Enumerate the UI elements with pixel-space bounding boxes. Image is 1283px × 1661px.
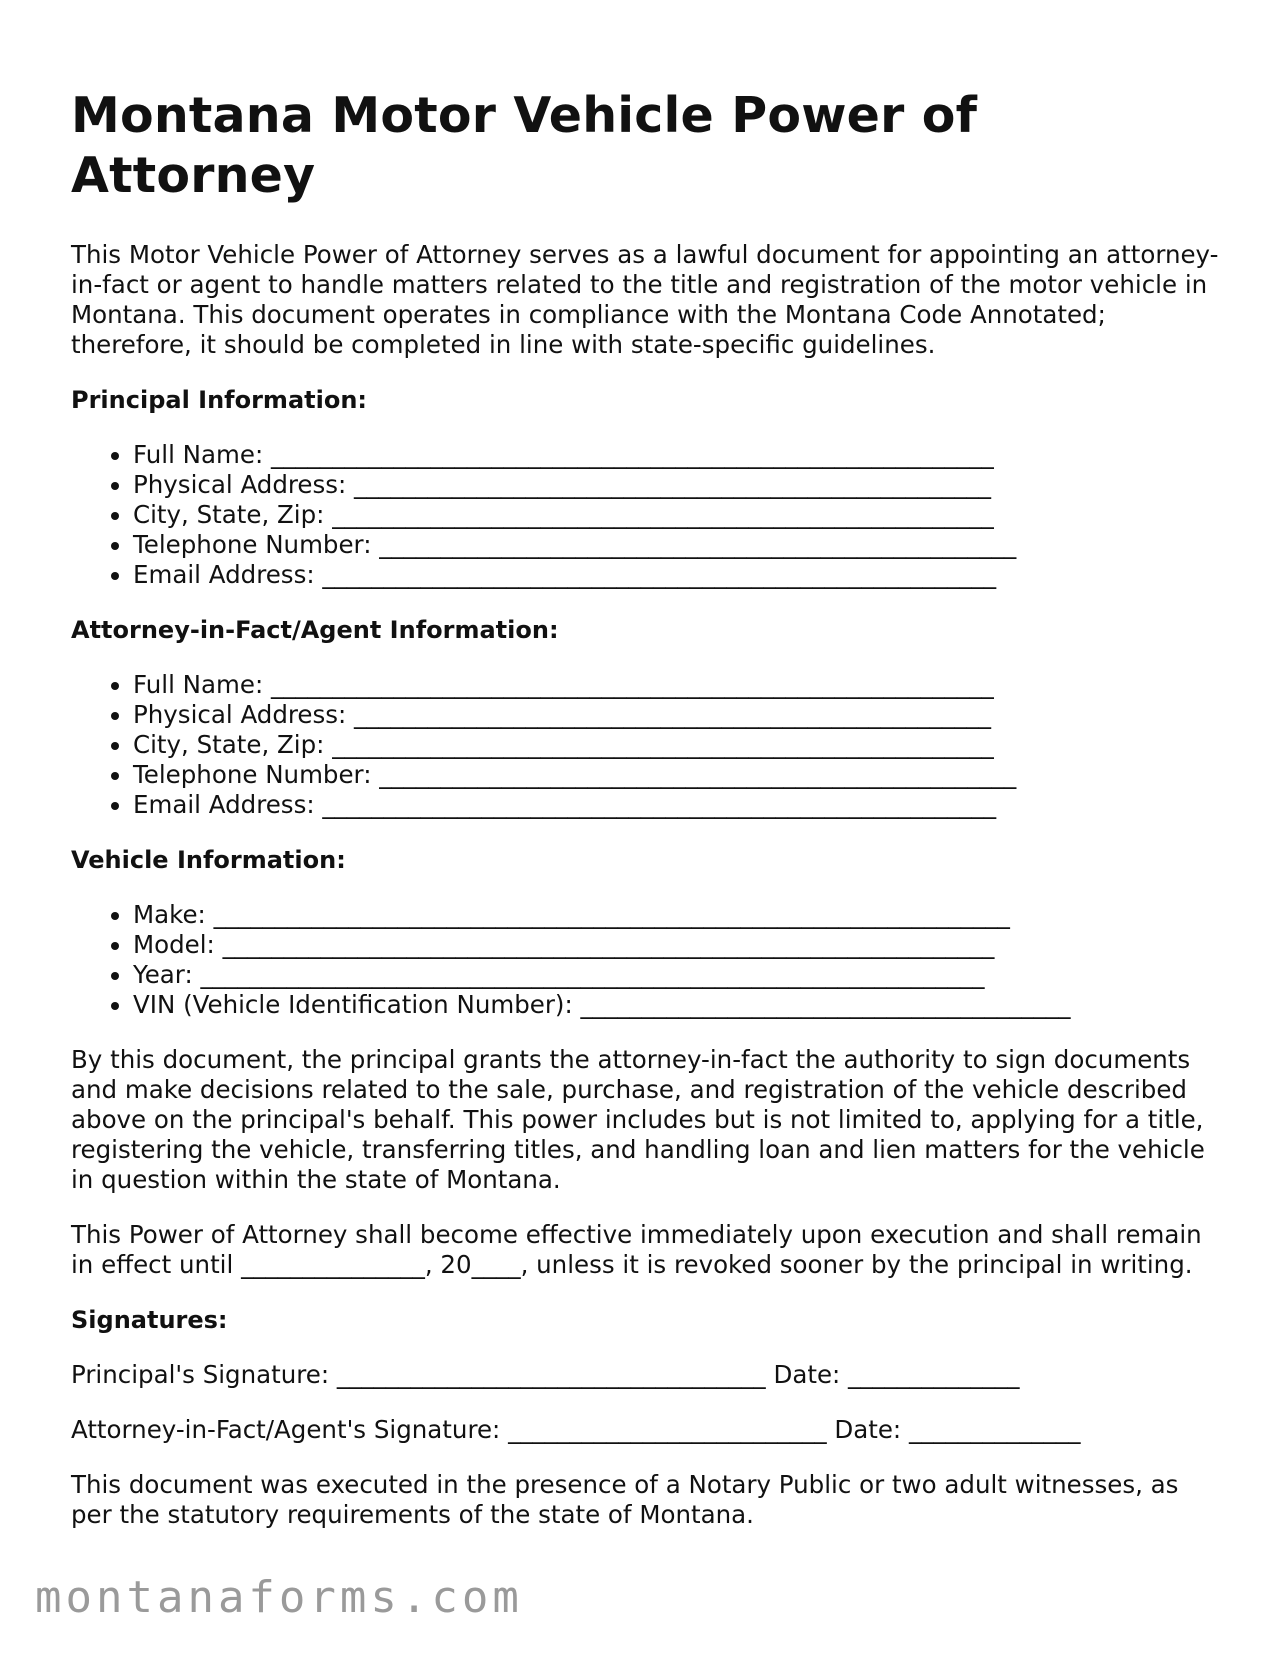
- vehicle-model-field: • Model: _______________________________________________________________: [133, 930, 1221, 960]
- document-page: [71, 86, 1221, 1530]
- agent-full-name-field: • Full Name: ___________________________________________________________: [133, 670, 1221, 700]
- principal-full-name-field: • Full Name: ___________________________________________________________: [133, 440, 1221, 470]
- signatures-heading: Signatures:: [71, 1306, 228, 1334]
- grant-paragraph: By this document, the principal grants the attorney-in-fact the authority to sign documents and make decisions related to the sale, purchase, and registration of the vehicle described above on the principal's behalf. This power includes but is not limited to, applying for a title, registering the vehicle, transferring titles, and handling loan and lien matters for the vehicle in question within the state of Montana.: [71, 1045, 1205, 1194]
- agent-signature-line: Attorney-in-Fact/Agent's Signature: __________________________ Date: ______________: [71, 1415, 1081, 1444]
- vehicle-vin-field: • VIN (Vehicle Identification Number): ________________________________________: [133, 990, 1221, 1020]
- effective-paragraph: This Power of Attorney shall become effective immediately upon execution and shall remain in effect until _______________, 20____, unless it is revoked sooner by the principal in writing.: [71, 1220, 1202, 1279]
- agent-city-state-zip-field: • City, State, Zip: ______________________________________________________: [133, 730, 1221, 760]
- principal-signature-line: Principal's Signature: ___________________________________ Date: ______________: [71, 1360, 1020, 1389]
- principal-email-field: • Email Address: _______________________________________________________: [133, 560, 1221, 590]
- agent-address-field: • Physical Address: ____________________________________________________: [133, 700, 1221, 730]
- vehicle-year-field: • Year: ________________________________________________________________: [133, 960, 1221, 990]
- vehicle-heading: Vehicle Information:: [71, 846, 346, 874]
- principal-telephone-field: • Telephone Number: ____________________________________________________: [133, 530, 1221, 560]
- agent-telephone-field: • Telephone Number: ____________________________________________________: [133, 760, 1221, 790]
- intro-paragraph: This Motor Vehicle Power of Attorney serves as a lawful document for appointing an attorney-in-fact or agent to handle matters related to the title and registration of the motor vehicle in Montana. This document operates in compliance with the Montana Code Annotated; therefore, it should be completed in line with state-specific guidelines.: [71, 240, 1219, 359]
- agent-field-list: [71, 670, 1221, 820]
- principal-address-field: • Physical Address: ____________________________________________________: [133, 470, 1221, 500]
- watermark: montanaforms.com: [35, 1572, 523, 1623]
- principal-heading: Principal Information:: [71, 386, 368, 414]
- principal-city-state-zip-field: • City, State, Zip: ______________________________________________________: [133, 500, 1221, 530]
- closing-paragraph: This document was executed in the presence of a Notary Public or two adult witnesses, as per the statutory requirements of the state of Montana.: [71, 1470, 1179, 1529]
- principal-field-list: [71, 440, 1221, 590]
- agent-heading: Attorney-in-Fact/Agent Information:: [71, 616, 559, 644]
- document-title: Montana Motor Vehicle Power of Attorney: [71, 87, 978, 204]
- vehicle-field-list: [71, 900, 1221, 1020]
- agent-email-field: • Email Address: _______________________________________________________: [133, 790, 1221, 820]
- vehicle-make-field: • Make: _________________________________________________________________: [133, 900, 1221, 930]
